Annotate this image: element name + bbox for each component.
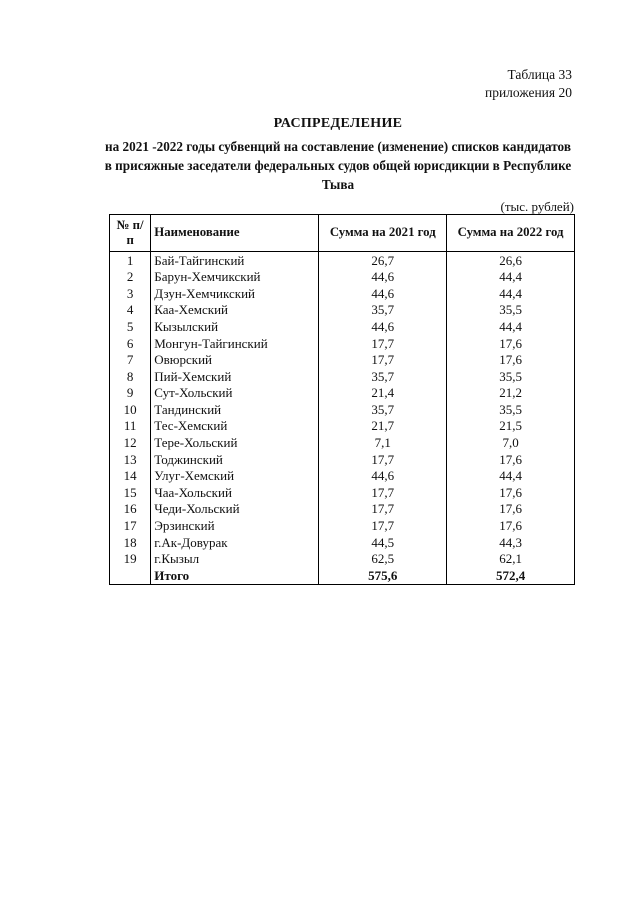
table-row — [110, 435, 575, 452]
table-row — [110, 518, 575, 535]
cell-name: Монгун-Тайгинский — [151, 335, 319, 352]
cell-name: Тандинский — [151, 401, 319, 418]
cell-sum-2021: 17,7 — [319, 352, 447, 369]
cell-num: 19 — [110, 551, 151, 568]
cell-sum-2021: 44,6 — [319, 318, 447, 335]
table-row — [110, 551, 575, 568]
table-row — [110, 534, 575, 551]
cell-num: 11 — [110, 418, 151, 435]
cell-num: 14 — [110, 468, 151, 485]
cell-sum-2022: 35,5 — [447, 368, 575, 385]
cell-sum-2021: 21,4 — [319, 385, 447, 402]
cell-name: Эрзинский — [151, 518, 319, 535]
document-title: РАСПРЕДЕЛЕНИЕ — [273, 116, 403, 131]
table-row — [110, 368, 575, 385]
cell-name: Чаа-Хольский — [151, 484, 319, 501]
cell-sum-2021: 26,7 — [319, 252, 447, 269]
header-sum-2021: Сумма на 2021 год — [319, 215, 447, 252]
table-number: Таблица 33 — [507, 67, 572, 82]
cell-sum-2021: 62,5 — [319, 551, 447, 568]
cell-num: 9 — [110, 385, 151, 402]
cell-sum-2022: 17,6 — [447, 484, 575, 501]
cell-sum-2022: 17,6 — [447, 335, 575, 352]
table-row — [110, 468, 575, 485]
table-row — [110, 335, 575, 352]
table-row — [110, 501, 575, 518]
table-row — [110, 352, 575, 369]
cell-sum-2022: 21,2 — [447, 385, 575, 402]
table-row — [110, 484, 575, 501]
cell-sum-2021: 7,1 — [319, 435, 447, 452]
table-body — [110, 252, 575, 585]
cell-sum-2021: 17,7 — [319, 518, 447, 535]
cell-num: 15 — [110, 484, 151, 501]
cell-num: 2 — [110, 269, 151, 286]
cell-name: Пий-Хемский — [151, 368, 319, 385]
cell-sum-2021: 17,7 — [319, 335, 447, 352]
cell-num: 17 — [110, 518, 151, 535]
cell-name: Тес-Хемский — [151, 418, 319, 435]
table-row — [110, 451, 575, 468]
cell-name: Итого — [151, 567, 319, 584]
cell-name: г.Кызыл — [151, 551, 319, 568]
cell-sum-2022: 44,4 — [447, 468, 575, 485]
cell-sum-2022: 572,4 — [447, 567, 575, 584]
cell-num: 13 — [110, 451, 151, 468]
header-num: № п/п — [110, 215, 151, 252]
cell-name: Барун-Хемчикский — [151, 269, 319, 286]
cell-name: Тоджинский — [151, 451, 319, 468]
table-row — [110, 252, 575, 269]
cell-name: Сут-Хольский — [151, 385, 319, 402]
table-total-row — [110, 567, 575, 584]
document-subtitle: на 2021 -2022 годы субвенций на составление (изменение) списков кандидатов в присяжные заседатели федеральных судов общей юрисдикции в Республике Тыва — [104, 139, 572, 192]
cell-sum-2022: 17,6 — [447, 501, 575, 518]
cell-num: 12 — [110, 435, 151, 452]
cell-name: Улуг-Хемский — [151, 468, 319, 485]
cell-sum-2021: 35,7 — [319, 302, 447, 319]
cell-sum-2022: 26,6 — [447, 252, 575, 269]
cell-name: Тере-Хольский — [151, 435, 319, 452]
distribution-table — [109, 214, 575, 585]
cell-sum-2021: 44,5 — [319, 534, 447, 551]
cell-num: 8 — [110, 368, 151, 385]
table-row — [110, 318, 575, 335]
cell-sum-2021: 35,7 — [319, 401, 447, 418]
cell-sum-2021: 44,6 — [319, 285, 447, 302]
cell-sum-2021: 44,6 — [319, 468, 447, 485]
cell-num: 10 — [110, 401, 151, 418]
cell-sum-2022: 21,5 — [447, 418, 575, 435]
cell-num: 7 — [110, 352, 151, 369]
cell-num: 3 — [110, 285, 151, 302]
cell-sum-2022: 44,4 — [447, 285, 575, 302]
cell-sum-2022: 17,6 — [447, 518, 575, 535]
cell-sum-2022: 35,5 — [447, 401, 575, 418]
cell-name: г.Ак-Довурак — [151, 534, 319, 551]
cell-num: 5 — [110, 318, 151, 335]
cell-sum-2022: 17,6 — [447, 352, 575, 369]
cell-num: 1 — [110, 252, 151, 269]
table-row — [110, 269, 575, 286]
cell-sum-2021: 17,7 — [319, 451, 447, 468]
cell-name: Чеди-Хольский — [151, 501, 319, 518]
cell-num: 16 — [110, 501, 151, 518]
cell-name: Кызылский — [151, 318, 319, 335]
cell-sum-2022: 7,0 — [447, 435, 575, 452]
header-name: Наименование — [151, 215, 319, 252]
table-row — [110, 418, 575, 435]
cell-name: Каа-Хемский — [151, 302, 319, 319]
cell-sum-2022: 17,6 — [447, 451, 575, 468]
cell-sum-2022: 44,3 — [447, 534, 575, 551]
table-row — [110, 285, 575, 302]
cell-sum-2022: 44,4 — [447, 269, 575, 286]
cell-num: 6 — [110, 335, 151, 352]
cell-sum-2021: 575,6 — [319, 567, 447, 584]
cell-num: 4 — [110, 302, 151, 319]
cell-sum-2022: 44,4 — [447, 318, 575, 335]
table-row — [110, 385, 575, 402]
cell-name: Дзун-Хемчикский — [151, 285, 319, 302]
cell-num — [110, 567, 151, 584]
table-header-row — [110, 215, 575, 252]
cell-sum-2022: 35,5 — [447, 302, 575, 319]
cell-sum-2021: 35,7 — [319, 368, 447, 385]
units-label: (тыс. рублей) — [500, 199, 574, 214]
table-reference — [485, 66, 572, 102]
cell-num: 18 — [110, 534, 151, 551]
table-row — [110, 302, 575, 319]
cell-sum-2022: 62,1 — [447, 551, 575, 568]
cell-name: Овюрский — [151, 352, 319, 369]
cell-sum-2021: 21,7 — [319, 418, 447, 435]
cell-sum-2021: 17,7 — [319, 501, 447, 518]
appendix-number: приложения 20 — [484, 85, 572, 100]
cell-name: Бай-Тайгинский — [151, 252, 319, 269]
cell-sum-2021: 17,7 — [319, 484, 447, 501]
cell-sum-2021: 44,6 — [319, 269, 447, 286]
header-sum-2022: Сумма на 2022 год — [447, 215, 575, 252]
table-row — [110, 401, 575, 418]
